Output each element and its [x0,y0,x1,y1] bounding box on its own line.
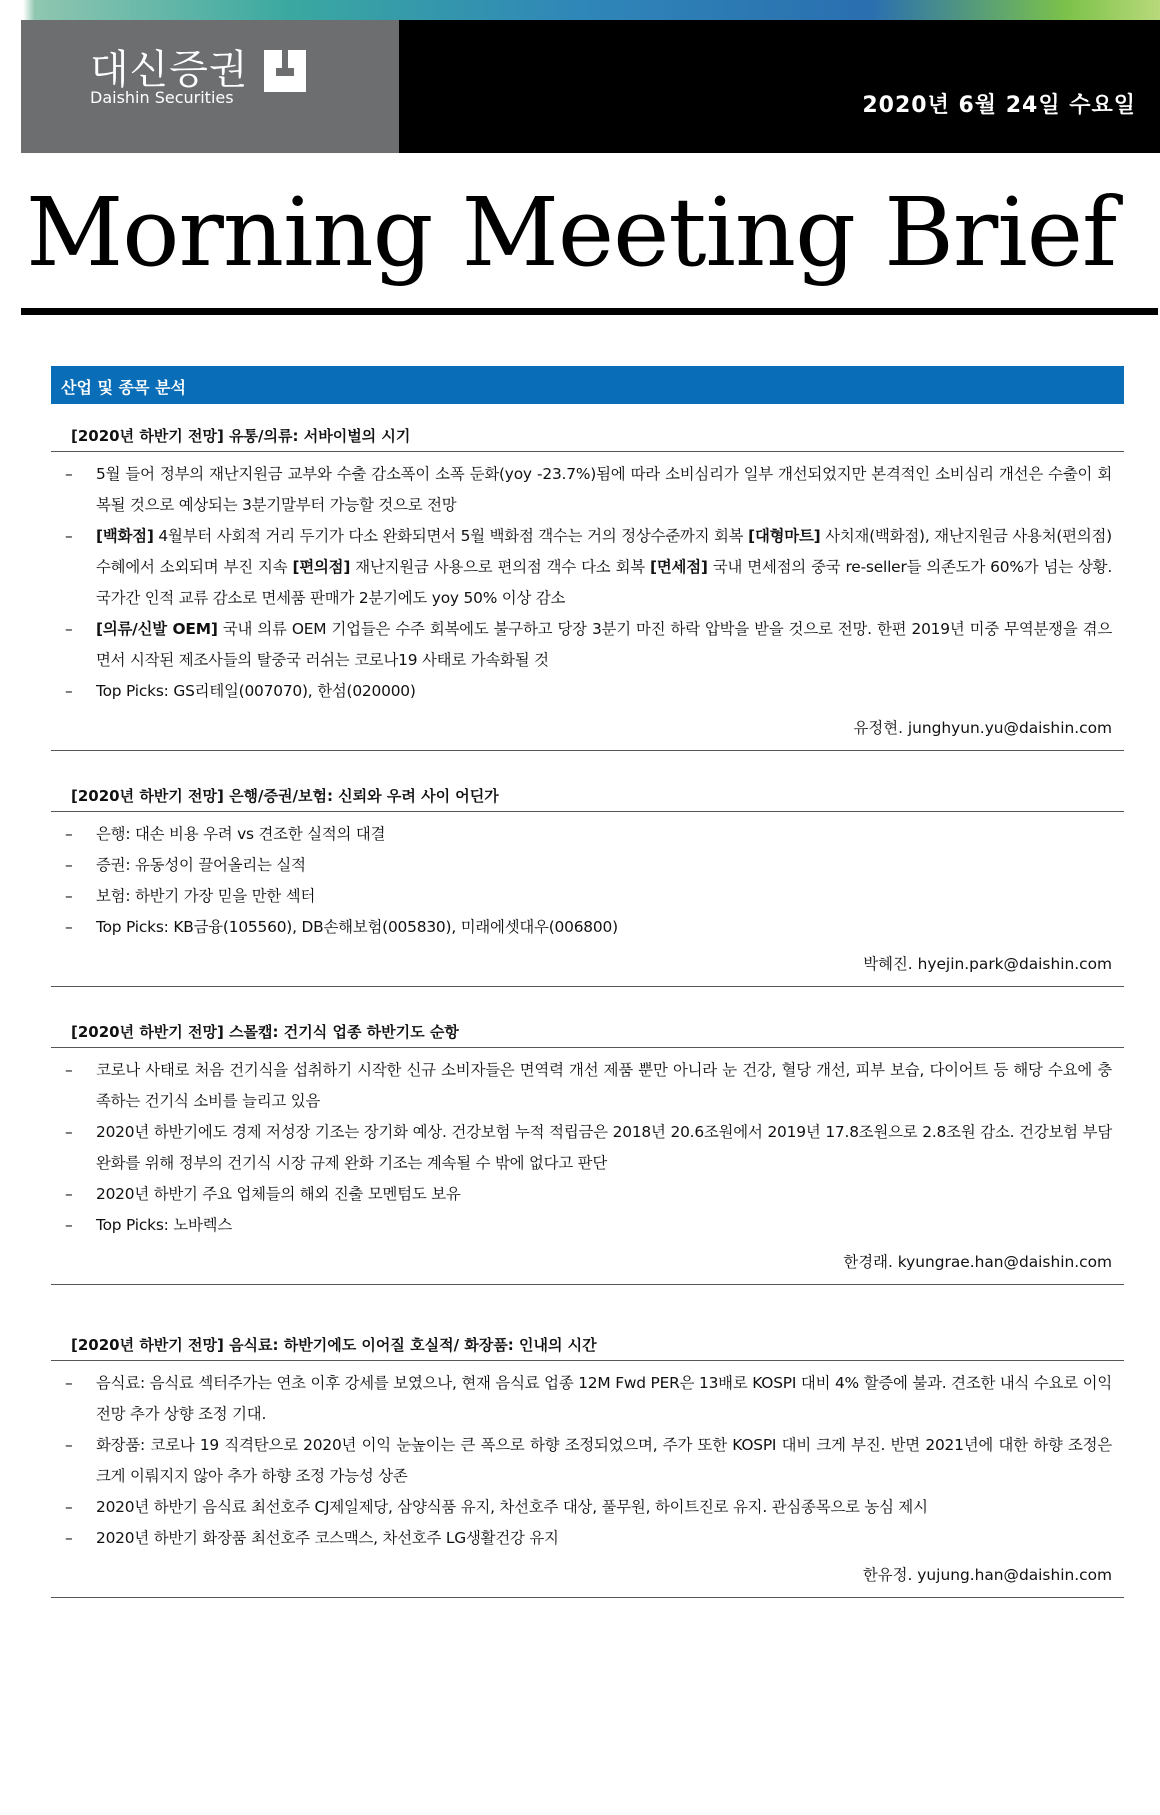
page-title: Morning Meeting Brief [26,178,1117,288]
brand-name-korean: 대신증권 [90,47,249,93]
analyst-contact: 한유정. yujung.han@daishin.com [862,1566,1112,1584]
bullet-text: 코로나 사태로 처음 건기식을 섭취하기 시작한 신규 소비자들은 면역력 개선 제품 뿐만 아니라 눈 건강, 혈당 개선, 피부 보습, 다이어트 등 해당 수요에 충족하는 건기식 소비를 늘리고 있음 [96,1061,1112,1110]
bullet-text: 5월 들어 정부의 재난지원금 교부와 수출 감소폭이 소폭 둔화(yoy -23.7%)됨에 따라 소비심리가 일부 개선되었지만 본격적인 소비심리 개선은 수출이 회복될 것으로 예상되는 3분기말부터 가능할 것으로 전망 [96,465,1112,514]
bullet-item [51,912,1124,943]
bullet-keyword: [편의점] [292,558,351,576]
dash-marker: – [65,825,73,843]
bullet-keyword: [의류/신발 OEM] [96,620,218,638]
bullet-item [51,1210,1124,1241]
bullet-text: 화장품: 코로나 19 직격탄으로 2020년 이익 눈높이는 큰 폭으로 하향 조정되었으며, 주가 또한 KOSPI 대비 크게 부진. 반면 2021년에 대한 하향 조정은 크게 이뤄지지 않아 추가 하향 조정 가능성 상존 [96,1436,1112,1485]
brand-name-english: Daishin Securities [90,88,234,107]
bullet-item [51,1430,1124,1492]
dash-marker: – [65,682,73,700]
date-panel [399,20,1160,153]
bullet-text: 사치재(백화점), 재난지원금 사용처(편의점) 수혜에서 소외되며 부진 지속 [96,527,1112,576]
bullet-list [51,1368,1124,1554]
block-divider [51,1284,1124,1285]
dash-marker: – [65,856,73,874]
report-block [51,421,1124,751]
bullet-text: Top Picks: 노바렉스 [96,1216,233,1234]
dash-marker: – [65,1061,73,1079]
bullet-item [51,1179,1124,1210]
report-heading: [2020년 하반기 전망] 스몰캡: 건기식 업종 하반기도 순항 [51,1017,1124,1048]
dash-marker: – [65,1216,73,1234]
bullet-keyword: [백화점] [96,527,154,545]
bullet-text: 2020년 하반기 주요 업체들의 해외 진출 모멘텀도 보유 [96,1185,461,1203]
report-heading: [2020년 하반기 전망] 유통/의류: 서바이벌의 시기 [51,421,1124,452]
dash-marker: – [65,465,73,483]
publication-date: 2020년 6월 24일 수요일 [862,93,1136,118]
dash-marker: – [65,1123,73,1141]
dash-marker: – [65,1436,73,1454]
title-divider [21,308,1158,315]
dash-marker: – [65,1185,73,1203]
bullet-text: 4월부터 사회적 거리 두기가 다소 완화되면서 5월 백화점 객수는 거의 정상수준까지 회복 [153,527,749,545]
bullet-text: 재난지원금 사용으로 편의점 객수 다소 회복 [350,558,651,576]
bullet-text: 음식료: 음식료 섹터주가는 연초 이후 강세를 보였으나, 현재 음식료 업종 12M Fwd PER은 13배로 KOSPI 대비 4% 할증에 불과. 견조한 내식 수요로 이익 전망 추가 상향 조정 기대. [96,1374,1112,1423]
dash-marker: – [65,527,73,545]
bullet-text: Top Picks: KB금융(105560), DB손해보험(005830), 미래에셋대우(006800) [96,918,618,936]
bullet-keyword: [면세점] [650,558,708,576]
dash-marker: – [65,918,73,936]
bullet-item [51,614,1124,676]
bullet-text: 국내 의류 OEM 기업들은 수주 회복에도 불구하고 당장 3분기 마진 하락 압박을 받을 것으로 전망. 한편 2019년 미중 무역분쟁을 겪으면서 시작된 제조사들의 탈중국 러쉬는 코로나19 사태로 가속화될 것 [96,620,1112,669]
analyst-contact: 박혜진. hyejin.park@daishin.com [863,955,1112,973]
bullet-text: 보험: 하반기 가장 믿을 만한 섹터 [96,887,316,905]
bullet-text: 국내 면세점의 중국 re-seller들 의존도가 60%가 넘는 상황. 국가간 인적 교류 감소로 면세품 판매가 2분기에도 yoy 50% 이상 감소 [96,558,1113,607]
block-divider [51,1597,1124,1598]
block-divider [51,750,1124,751]
report-heading: [2020년 하반기 전망] 은행/증권/보험: 신뢰와 우려 사이 어딘가 [51,781,1124,812]
dash-marker: – [65,620,73,638]
bullet-item [51,676,1124,707]
bullet-item [51,819,1124,850]
block-divider [51,986,1124,987]
bullet-item [51,1368,1124,1430]
bullet-list [51,819,1124,943]
bullet-text: 증권: 유동성이 끌어올리는 실적 [96,856,306,874]
bullet-text: 2020년 하반기 음식료 최선호주 CJ제일제당, 삼양식품 유지, 차선호주 대상, 풀무원, 하이트진로 유지. 관심종목으로 농심 제시 [96,1498,928,1516]
bullet-text: 2020년 하반기 화장품 최선호주 코스맥스, 차선호주 LG생활건강 유지 [96,1529,559,1547]
section-header-bar [51,366,1124,404]
section-title: 산업 및 종목 분석 [61,378,186,397]
bullet-list [51,1055,1124,1241]
report-block [51,781,1124,987]
dash-marker: – [65,1374,73,1392]
bullet-item [51,1055,1124,1117]
report-block [51,1330,1124,1598]
report-heading: [2020년 하반기 전망] 음식료: 하반기에도 이어질 호실적/ 화장품: 인내의 시간 [51,1330,1124,1361]
bullet-item [51,850,1124,881]
bullet-item [51,521,1124,614]
dash-marker: – [65,887,73,905]
report-block [51,1017,1124,1285]
bullet-item [51,1523,1124,1554]
analyst-contact: 유정현. junghyun.yu@daishin.com [853,719,1112,737]
dash-marker: – [65,1529,73,1547]
bullet-item [51,1492,1124,1523]
bullet-keyword: [대형마트] [748,527,821,545]
daishin-logo-icon [262,48,308,94]
bullet-text: Top Picks: GS리테일(007070), 한섬(020000) [96,682,416,700]
bullet-text: 은행: 대손 비용 우려 vs 견조한 실적의 대결 [96,825,386,843]
dash-marker: – [65,1498,73,1516]
bullet-item [51,459,1124,521]
header-gradient-strip [0,0,1160,20]
bullet-list [51,459,1124,707]
bullet-item [51,881,1124,912]
bullet-text: 2020년 하반기에도 경제 저성장 기조는 장기화 예상. 건강보험 누적 적립금은 2018년 20.6조원에서 2019년 17.8조원으로 2.8조원 감소. 건강보험 부담 완화를 위해 정부의 건기식 시장 규제 완화 기조는 계속될 수 밖에 없다고 판단 [96,1123,1112,1172]
bullet-item [51,1117,1124,1179]
analyst-contact: 한경래. kyungrae.han@daishin.com [843,1253,1112,1271]
